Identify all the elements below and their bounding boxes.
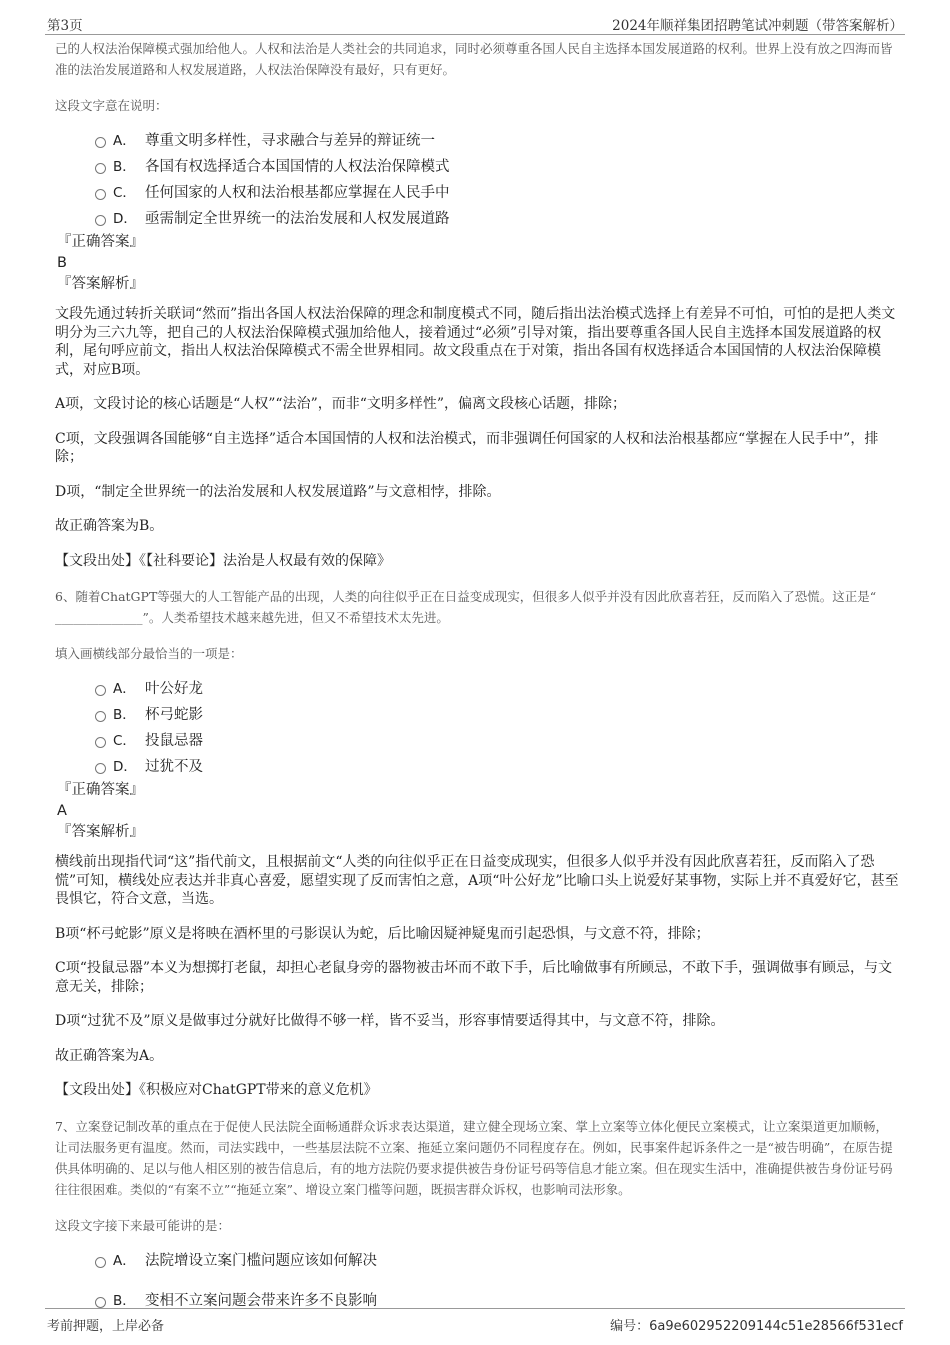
code-value: 6a9e602952209144c51e28566f531ecf	[649, 1319, 903, 1334]
footer-code	[610, 1315, 903, 1334]
q6-analysis-2: B项“杯弓蛇影”原义是将映在酒杯里的弓影误认为蛇，后比喻因疑神疑鬼而引起恐惧，与文意不符，排除；	[55, 925, 710, 942]
q6-analysis-4: D项“过犹不及”原义是做事过分就好比做得不够一样，皆不妥当，形容事情要适得其中，与文意不符，排除。	[55, 1013, 725, 1029]
radio-icon[interactable]	[95, 763, 106, 774]
q6-option-b[interactable]: B． 杯弓蛇影	[95, 702, 900, 728]
q5-answer: B	[57, 255, 67, 271]
q6-stem: 6、随着ChatGPT等强大的人工智能产品的出现，人类的向往似乎正在日益变成现实，但很多人似乎并没有因此欣喜若狂，反而陷入了恐慌。这正是“ ______________”。人类希望技术越来越先进，但又不希望技术太先进。	[55, 589, 877, 625]
radio-icon[interactable]	[95, 711, 106, 722]
q6-answer: A	[57, 803, 67, 819]
q5-options	[95, 128, 900, 232]
radio-icon[interactable]	[95, 137, 106, 148]
q6-source: 【文段出处】《积极应对ChatGPT带来的意义危机》	[55, 1082, 378, 1098]
q7-option-a[interactable]: A． 法院增设立案门槛问题应该如何解决	[95, 1248, 900, 1274]
q6-analysis-3: C项“投鼠忌器”本义为想掷打老鼠，却担心老鼠身旁的器物被击坏而不敢下手，后比喻做事有所顾忌，不敢下手，强调做事有顾忌，与文意无关，排除；	[55, 960, 893, 995]
q6-analysis-label: 『答案解析』	[57, 824, 144, 840]
q7-prompt: 这段文字接下来最可能讲的是：	[55, 1217, 231, 1233]
q5-source: 【文段出处】《【社科要论】法治是人权最有效的保障》	[55, 552, 391, 569]
q6-option-a[interactable]: A． 叶公好龙	[95, 676, 900, 702]
q6-prompt: 填入画横线部分最恰当的一项是：	[55, 646, 243, 661]
document-title: 2024年顺祥集团招聘笔试冲刺题（带答案解析）	[612, 18, 903, 34]
q7-options	[95, 1248, 900, 1314]
q5-passage: 己的人权法治保障模式强加给他人。人权和法治是人类社会的共同追求，同时必须尊重各国人民自主选择本国发展道路的权利。世界上没有放之四海而皆准的法治发展道路和人权发展道路，人权法治保障没有最好，只有更好。	[55, 41, 893, 77]
q5-answer-label: 『正确答案』	[57, 234, 144, 250]
radio-icon[interactable]	[95, 685, 106, 696]
q5-analysis-label: 『答案解析』	[57, 276, 144, 292]
q5-analysis-3: C项，文段强调各国能够“自主选择”适合本国国情的人权和法治模式，而非强调任何国家的人权和法治根基都应“掌握在人民手中”，排除；	[55, 430, 879, 465]
q6-option-c[interactable]: C． 投鼠忌器	[95, 728, 900, 754]
q6-analysis-1: 横线前出现指代词“这”指代前文，且根据前文“人类的向往似乎正在日益变成现实，但很多人似乎并没有因此欣喜若狂，反而陷入了恐慌”可知，横线处应表达并非真心喜爱，愿望实现了反而害怕之意，A项“叶公好龙”比喻口头上说爱好某事物，实际上并不真爱好它，甚至畏惧它，符合文意，当选。	[55, 854, 899, 907]
q5-prompt: 这段文字意在说明：	[55, 98, 168, 113]
radio-icon[interactable]	[95, 1257, 106, 1268]
q6-options	[95, 676, 900, 780]
page-header	[45, 12, 905, 35]
page-content	[55, 38, 900, 1314]
radio-icon[interactable]	[95, 163, 106, 174]
q5-analysis-2: A项，文段讨论的核心话题是“人权”“法治”，而非“文明多样性”，偏离文段核心话题，排除；	[55, 396, 627, 412]
code-label: 编号：	[610, 1319, 650, 1334]
q6-answer-label: 『正确答案』	[57, 782, 144, 798]
q5-analysis-4: D项，“制定全世界统一的法治发展和人权发展道路”与文意相悖，排除。	[55, 483, 501, 500]
q7-stem: 7、立案登记制改革的重点在于促使人民法院全面畅通群众诉求表达渠道，建立健全现场立案、掌上立案等立体化便民立案模式，让立案渠道更加顺畅，让司法服务更有温度。然而，司法实践中，一些基层法院不立案、拖延立案问题仍不同程度存在。例如，民事案件起诉条件之一是“被告明确”，在原告提供具体明确的、足以与他人相区别的被告信息后，有的地方法院仍要求提供被告身份证号码等信息才能立案。但在现实生活中，准确提供被告身份证号码往往很困难。类似的“有案不立”“拖延立案”、增设立案门槛等问题，既损害群众诉权，也影响司法形象。	[55, 1118, 893, 1197]
q6-analysis-5: 故正确答案为A。	[55, 1047, 164, 1064]
page-footer	[45, 1308, 905, 1335]
radio-icon[interactable]	[95, 189, 106, 200]
page-number: 第3页	[47, 18, 83, 34]
q5-option-a[interactable]: A． 尊重文明多样性，寻求融合与差异的辩证统一	[95, 128, 900, 154]
q6-option-d[interactable]: D． 过犹不及	[95, 754, 900, 780]
q5-analysis-1: 文段先通过转折关联词“然而”指出各国人权法治保障的理念和制度模式不同，随后指出法治模式选择上有差异不可怕，可怕的是把人类文明分为三六九等，把自己的人权法治保障模式强加给他人，接着通过“必须”引导对策，指出要尊重各国人民自主选择本国发展道路的权利，尾句呼应前文，指出人权法治保障模式不需全世界相同。故文段重点在于对策，指出各国有权选择适合本国国情的人权法治保障模式，对应B项。	[55, 306, 896, 378]
footer-slogan: 考前押题，上岸必备	[47, 1319, 165, 1334]
q5-option-b[interactable]: B． 各国有权选择适合本国国情的人权法治保障模式	[95, 154, 900, 180]
radio-icon[interactable]	[95, 737, 106, 748]
q5-analysis-5: 故正确答案为B。	[55, 518, 164, 534]
q7-option-b[interactable]: B． 变相不立案问题会带来许多不良影响	[95, 1288, 900, 1314]
radio-icon[interactable]	[95, 215, 106, 226]
radio-icon[interactable]	[95, 1297, 106, 1308]
q5-option-c[interactable]: C． 任何国家的人权和法治根基都应掌握在人民手中	[95, 180, 900, 206]
q5-option-d[interactable]: D． 亟需制定全世界统一的法治发展和人权发展道路	[95, 206, 900, 232]
